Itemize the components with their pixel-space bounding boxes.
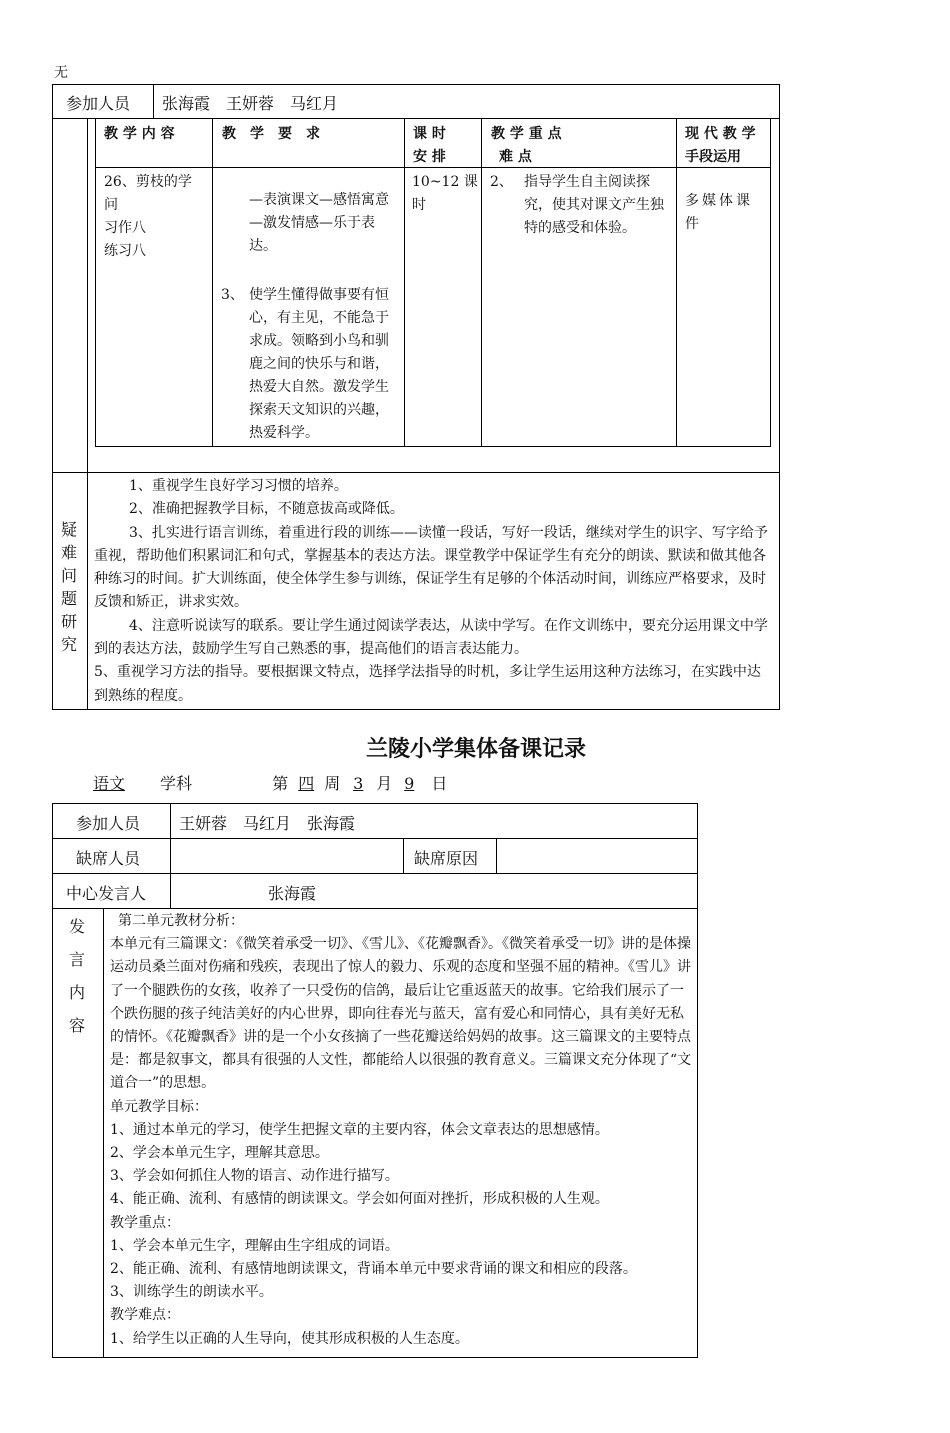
- keypoints-title: 教学重点：: [110, 1214, 180, 1231]
- subject-line: 语文 学科 第 四 周 3 月 9 日: [58, 771, 447, 794]
- absent-label: 缺席人员: [76, 849, 141, 868]
- goal-4: 4、能正确、流利、有感情的朗读课文。学会如何面对挫折，形成积极的人生观。: [110, 1191, 609, 1208]
- requirements-para-2: 使学生懂得做事要有恒心，有主见，不能急于求成。领略到小鸟和驯鹿之间的快乐与和谐，热爱大自然。激发学生探索天文知识的兴趣，热爱科学。: [249, 287, 389, 441]
- content-line-1: 26、剪枝的学: [104, 174, 192, 190]
- difficulty-item-5: 5、重视学习方法的指导。要根据课文特点，选择学法指导的时机，多让学生运用这种方法练习，在实践中达到熟练的程度。: [94, 664, 761, 704]
- goal-2: 2、学会本单元生字，理解其意思。: [110, 1145, 329, 1162]
- header-requirements: 教 学 要 求: [222, 126, 320, 142]
- media-value: 多媒体课件: [685, 193, 753, 232]
- difficulty-item-3: 3、扎实进行语言训练，着重进行段的训练——读懂一段话，写好一段话，继续对学生的识字、写字给予重视，帮助他们积累词汇和句式，掌握基本的表达方法。课堂教学中保证学生有充分的朗读、默读和做其他各种练习的时间。扩大训练面，使全体学生参与训练，保证学生有足够的个体活动时间，训练应严格要求，及时反馈和矫正，讲求实效。: [94, 524, 768, 611]
- header-media-l1: 现 代 教 学: [685, 126, 756, 142]
- record-title: 兰陵小学集体备课记录: [366, 737, 587, 762]
- difficulty-item-1: 1、重视学生良好学习习惯的培养。: [129, 478, 348, 494]
- header-hours-l2: 安 排: [413, 149, 446, 165]
- speech-content: [110, 910, 693, 1351]
- p2-participants-value: 王妍蓉 马红月 张海霞: [179, 814, 356, 833]
- difficulty-item-2: 2、准确把握教学目标，不随意拔高或降低。: [129, 501, 404, 518]
- difficulties-title: 教学难点：: [110, 1307, 180, 1324]
- top-label: 无: [54, 65, 68, 81]
- month-value: 3: [353, 774, 364, 793]
- content-line-3: 习作八: [104, 220, 146, 236]
- difficulty-label: 疑 难 问 题 研 究: [61, 520, 78, 654]
- difficulty-items: [94, 475, 774, 708]
- goal-1: 1、通过本单元的学习，使学生把握文章的主要内容，体会文章表达的思想感情。: [110, 1121, 609, 1138]
- header-hours-l1: 课 时: [413, 126, 446, 142]
- subject-value: 语文: [92, 774, 125, 793]
- hours-value: 10~12 课时: [412, 174, 478, 213]
- keypoint-2: 2、能正确、流利、有感情地朗读课文，背诵本单元中要求背诵的课文和相应的段落。: [110, 1261, 637, 1278]
- analysis-body: 本单元有三篇课文：《微笑着承受一切》、《雪儿》、《花瓣飘香》。《微笑着承受一切》讲的是体操运动员桑兰面对伤痛和残疾，表现出了惊人的毅力、乐观的态度和坚强不屈的精神。《雪儿》讲了一个腿跌伤的女孩，收养了一只受伤的信鸽，最后让它重返蓝天的故事。它给我们展示了一个跌伤腿的孩子纯洁美好的内心世界，即向往春光与蓝天，富有爱心和同情心，具有美好无私的情怀。《花瓣飘香》讲的是一个小女孩摘了一些花瓣送给妈妈的故事。这三篇课文的主要特点是：都是叙事文，都具有很强的人文性，都能给人以很强的教育意义。三篇课文充分体现了“文道合一”的思想。: [110, 936, 692, 1092]
- header-media-l2: 手段运用: [685, 149, 741, 165]
- goals-title: 单元教学目标：: [110, 1098, 208, 1115]
- keypoint-1: 1、学会本单元生字，理解由生字组成的词语。: [110, 1237, 399, 1254]
- speech-label: 发 言 内 容: [69, 917, 86, 1035]
- analysis-title: 第二单元教材分析：: [118, 913, 244, 929]
- absent-reason-label: 缺席原因: [414, 849, 479, 868]
- focus-num: 2、: [490, 174, 513, 190]
- header-content: 教 学 内 容: [104, 126, 175, 142]
- focus-text: 指导学生自主阅读探究，使其对课文产生独特的感受和体验。: [524, 174, 664, 236]
- difficulty-item-4: 4、注意听说读写的联系。要让学生通过阅读学表达，从读中学写。在作文训练中，要充分运用课文中学到的表达方法，鼓励学生写自己熟悉的事，提高他们的语言表达能力。: [94, 617, 768, 658]
- speaker-value: 张海霞: [268, 884, 317, 903]
- participants-label: 参加人员: [66, 94, 131, 113]
- difficulty-point-1: 1、给学生以正确的人生导向，使其形成积极的人生态度。: [110, 1330, 469, 1347]
- requirements-para-1: —表演课文—感悟寓意—激发情感—乐于表达。: [249, 192, 389, 254]
- goal-3: 3、学会如何抓住人物的语言、动作进行描写。: [110, 1168, 399, 1185]
- keypoint-3: 3、训练学生的朗读水平。: [110, 1284, 273, 1301]
- content-line-2: 问: [104, 197, 118, 213]
- day-value: 9: [404, 774, 415, 793]
- header-focus-l1: 教 学 重 点: [491, 126, 562, 142]
- requirements-num-3: 3、: [221, 287, 244, 303]
- header-focus-l2: 难 点: [499, 149, 532, 165]
- week-value: 四: [298, 774, 315, 793]
- content-line-4: 练习八: [104, 243, 146, 259]
- participants-value: 张海霞 王妍蓉 马红月: [162, 94, 339, 113]
- p2-participants-label: 参加人员: [76, 814, 141, 833]
- speaker-label: 中心发言人: [66, 884, 147, 903]
